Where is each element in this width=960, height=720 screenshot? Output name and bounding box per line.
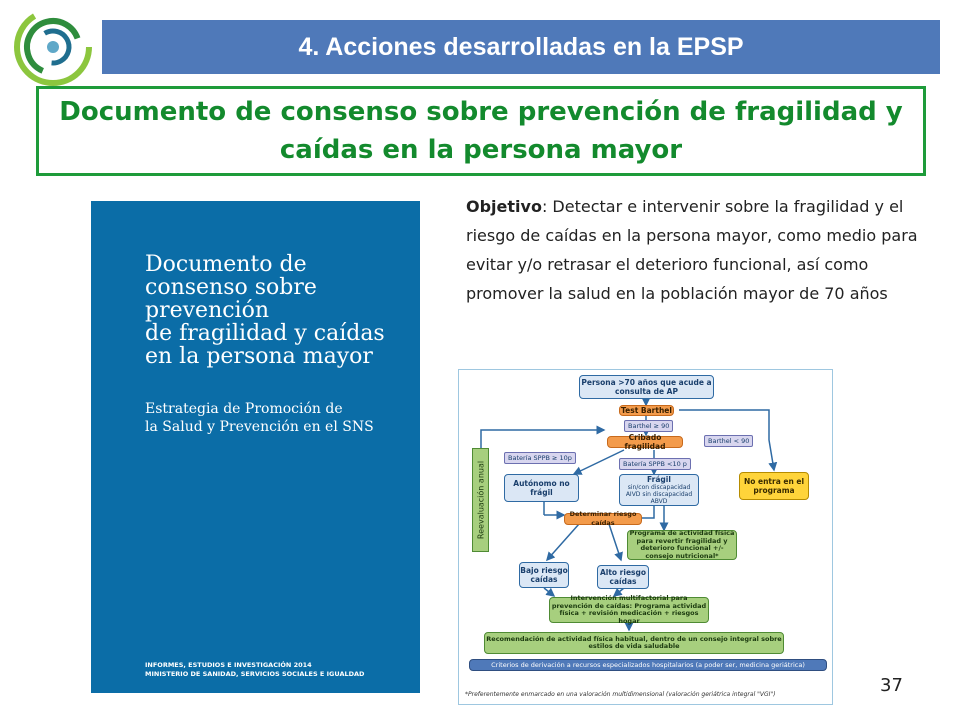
node-start: Persona >70 años que acude a consulta de AP [579,375,714,399]
reevaluacion-bar [472,448,489,552]
objective-label: Objetivo [466,197,542,216]
section-header [102,20,940,74]
objective-text [466,192,936,308]
document-cover [91,201,420,693]
page-number: 37 [880,675,903,696]
flowchart [458,369,833,705]
node-programa-actividad: Programa de actividad física para revertir fragilidad y deterioro funcional +/- consejo nutricional* [627,530,737,560]
label-sppb-lt10: Batería SPPB <10 p [619,458,691,470]
label-barthel-lt90: Barthel < 90 [704,435,753,447]
label-barthel-ge90: Barthel ≥ 90 [624,420,673,432]
fragil-subtitle: sin/con discapacidad AIVD sin discapacidad ABVD [625,484,693,505]
objective-body: : Detectar e intervenir sobre la fragilidad y el riesgo de caídas en la persona mayor, como medio para evitar y/o retrasar el deterioro funcional, así como promover la salud en la población mayor de 70 años [466,197,918,303]
node-no-entra: No entra en el programa [739,472,809,500]
node-criterios: Criterios de derivación a recursos especializados hospitalarios (a poder ser, medicina geriátrica) [469,659,827,671]
node-cribado: Cribado fragilidad [607,436,683,448]
flowchart-footnote: *Preferentemente enmarcado en una valoración multidimensional (valoración geriátrica integral "VGI") [465,691,776,698]
node-determinar-riesgo: Determinar riesgo caídas [564,513,642,525]
epsp-logo [8,6,98,88]
node-intervencion: Intervención multifactorial para prevención de caídas: Programa actividad física + revisión medicación + riesgos hogar [549,597,709,623]
cover-title: Documento de consenso sobre prevención de fragilidad y caídas en la persona mayor [145,252,385,369]
cover-subtitle: Estrategia de Promoción de la Salud y Prevención en el SNS [145,401,374,435]
document-title: Documento de consenso sobre prevención de fragilidad y caídas en la persona mayor [59,97,903,165]
node-alto-riesgo: Alto riesgo caídas [597,565,649,589]
fragil-title: Frágil [647,475,671,484]
node-bajo-riesgo: Bajo riesgo caídas [519,562,569,588]
node-autonomo: Autónomo no frágil [504,474,579,502]
node-recomendacion: Recomendación de actividad física habitual, dentro de un consejo integral sobre estilos de vida saludable [484,632,784,654]
section-title: 4. Acciones desarrolladas en la EPSP [298,32,744,61]
cover-footer-line1: INFORMES, ESTUDIOS E INVESTIGACIÓN 2014 [145,661,312,669]
document-title-box [36,86,926,176]
cover-footer-line2: MINISTERIO DE SANIDAD, SERVICIOS SOCIALES E IGUALDAD [145,670,365,678]
reevaluacion-label: Reevaluación anual [476,460,485,540]
node-fragil [619,474,699,506]
label-sppb-ge10: Batería SPPB ≥ 10p [504,452,576,464]
node-test-barthel: Test Barthel [619,405,674,416]
